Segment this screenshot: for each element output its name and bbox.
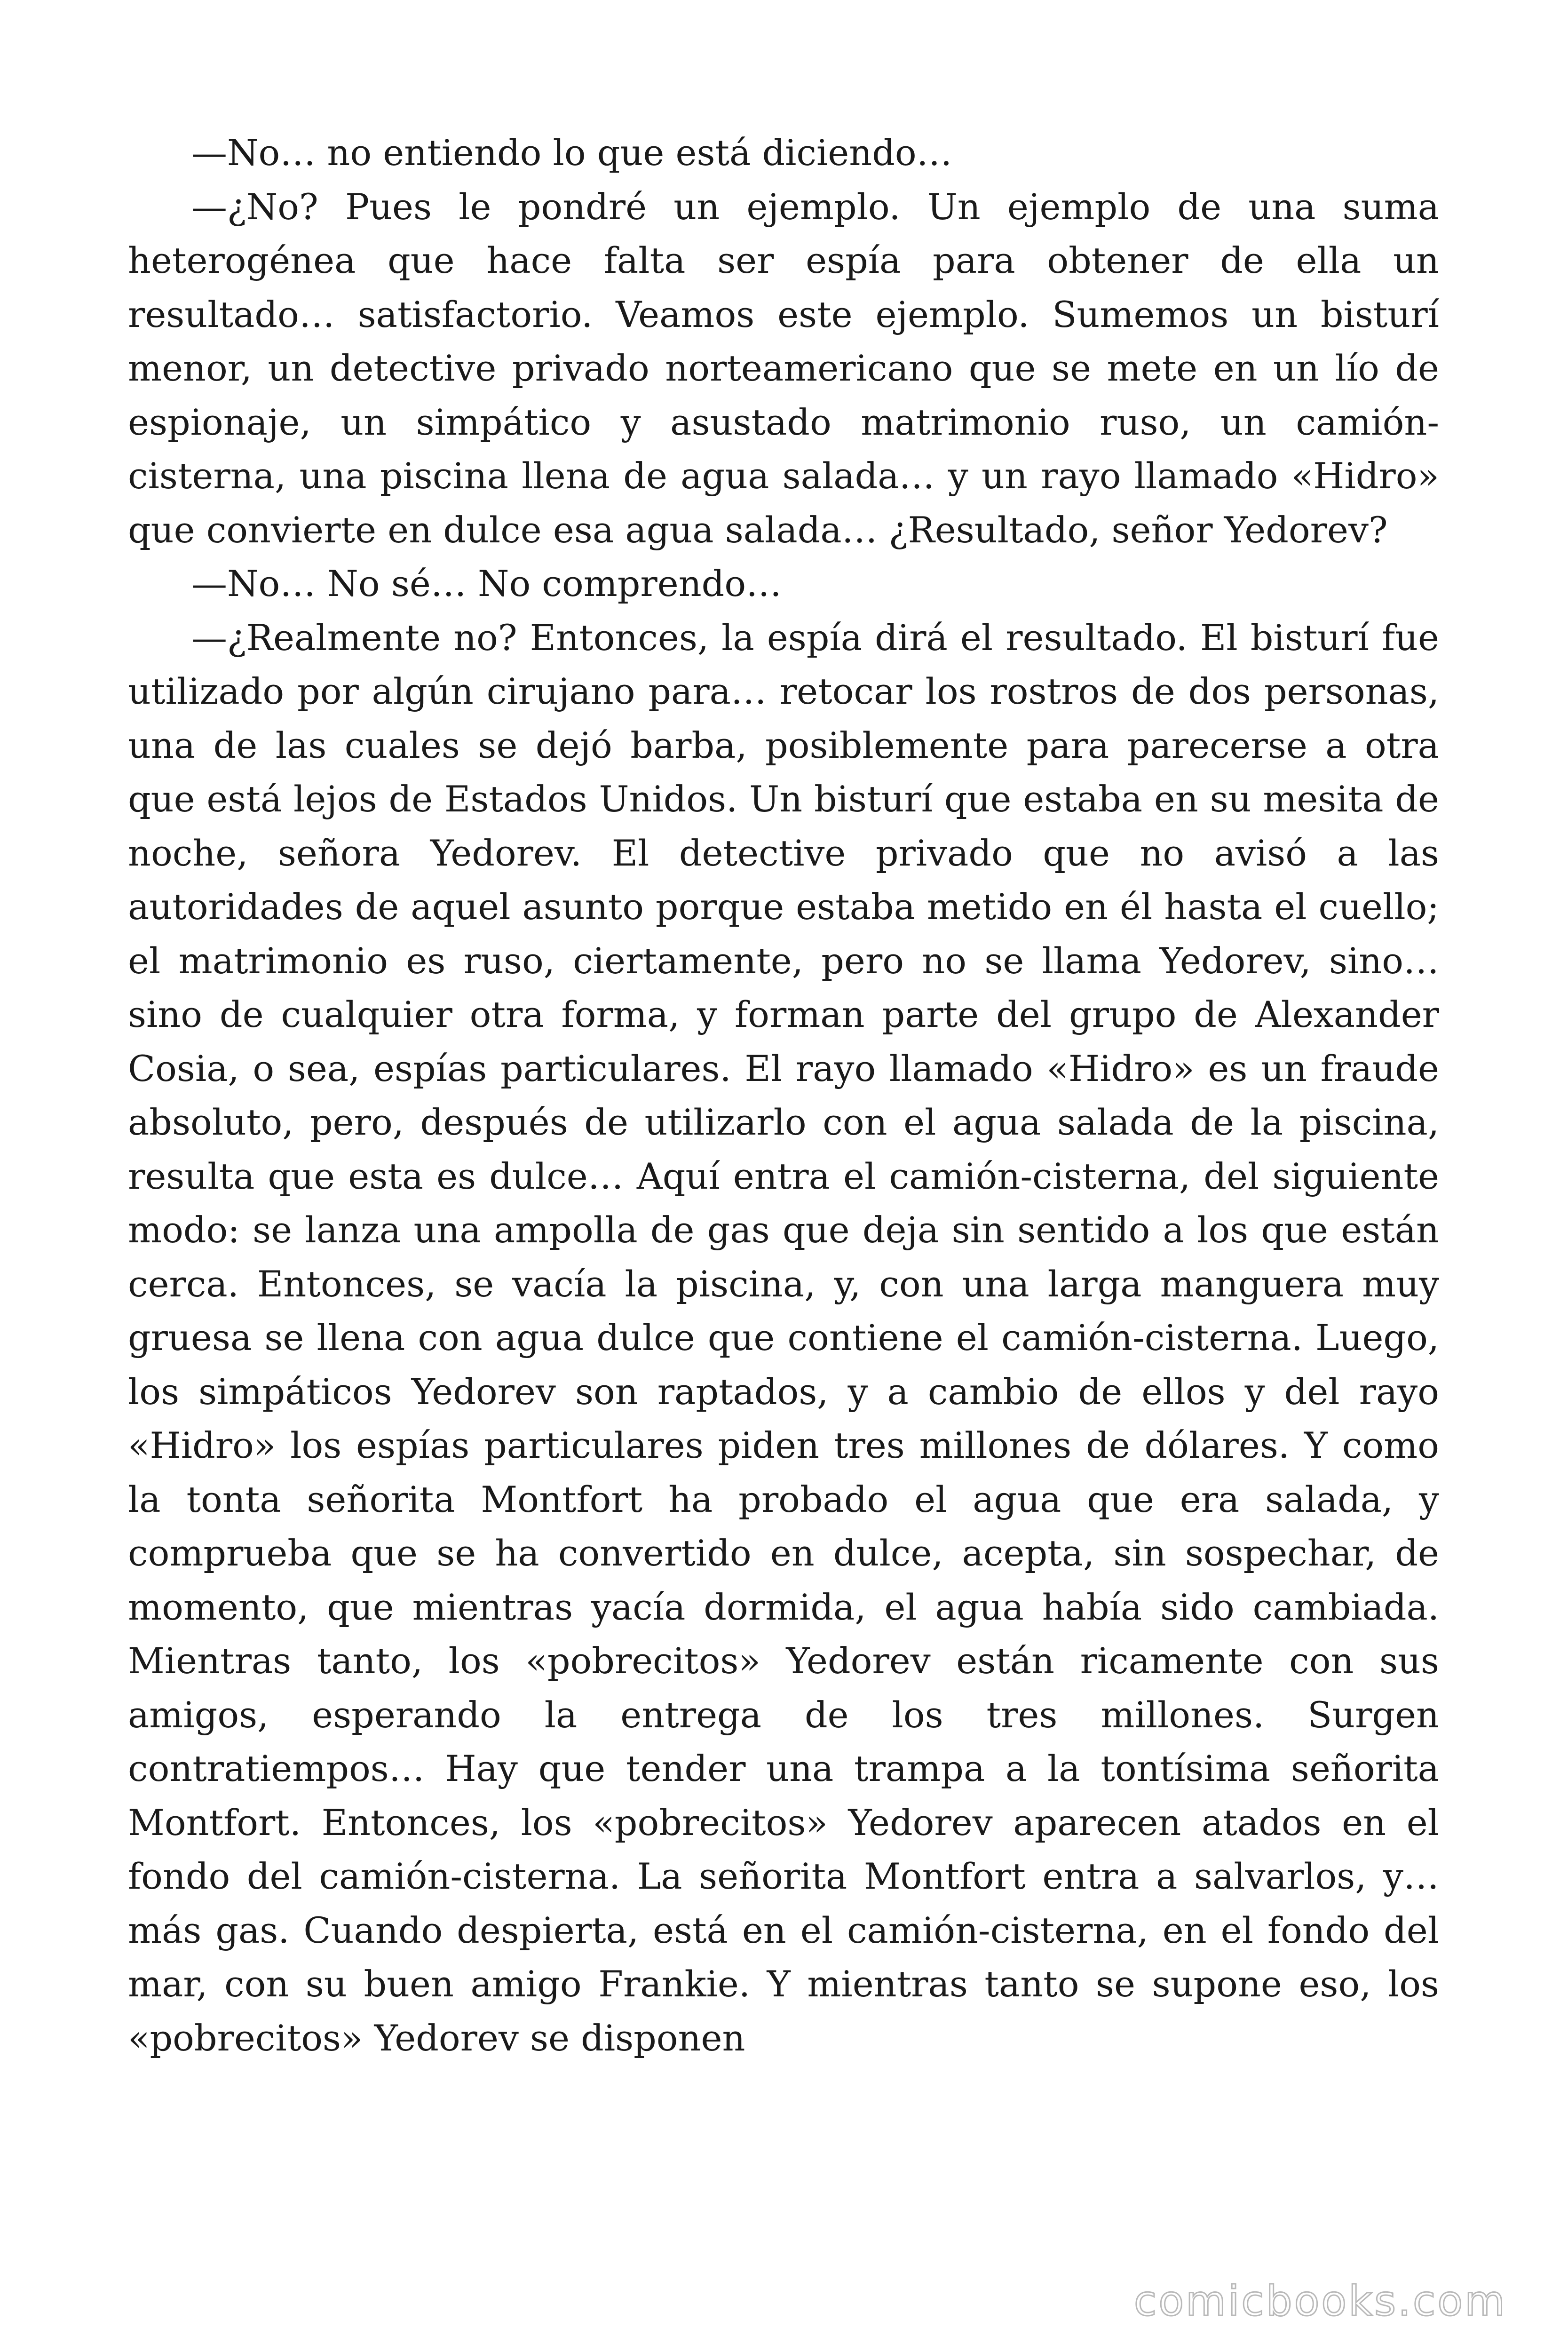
- body-text: [128, 126, 1439, 2065]
- paragraph-1: —No… no entiendo lo que está diciendo…: [191, 132, 952, 174]
- paragraph-2: —¿No? Pues le pondré un ejemplo. Un ejemplo de una suma heterogénea que hace falta ser espía para obtener de ella un resultado… satisfactorio. Veamos este ejemplo. Sumemos un bisturí menor, un detective privado norteamericano que se mete en un lío de espionaje, un simpático y asustado matrimonio ruso, un camión-cisterna, una piscina llena de agua salada… y un rayo llamado «Hidro» que convierte en dulce esa agua salada… ¿Resultado, señor Yedorev?: [128, 185, 1439, 551]
- watermark: comicbooks.com: [1133, 2277, 1507, 2325]
- paragraph-4: —¿Realmente no? Entonces, la espía dirá el resultado. El bisturí fue utilizado por algún cirujano para… retocar los rostros de dos personas, una de las cuales se dejó barba, posiblemente para parecerse a otra que está lejos de Estados Unidos. Un bisturí que estaba en su mesita de noche, señora Yedorev. El detective privado que no avisó a las autoridades de aquel asunto porque estaba metido en él hasta el cuello; el matrimonio es ruso, ciertamente, pero no se llama Yedorev, sino… sino de cualquier otra forma, y forman parte del grupo de Alexander Cosia, o sea, espías particulares. El rayo llamado «Hidro» es un fraude absoluto, pero, después de utilizarlo con el agua salada de la piscina, resulta que esta es dulce… Aquí entra el camión-cisterna, del siguiente modo: se lanza una ampolla de gas que deja sin sentido a los que están cerca. Entonces, se vacía la piscina, y, con una larga manguera muy gruesa se llena con agua dulce que contiene el camión-cisterna. Luego, los simpáticos Yedorev son raptados, y a cambio de ellos y del rayo «Hidro» los espías particulares piden tres millones de dólares. Y como la tonta señorita Montfort ha probado el agua que era salada, y comprueba que se ha convertido en dulce, acepta, sin sospechar, de momento, que mientras yacía dormida, el agua había sido cambiada. Mientras tanto, los «pobrecitos» Yedorev están ricamente con sus amigos, esperando la entrega de los tres millones. Surgen contratiempos… Hay que tender una trampa a la tontísima señorita Montfort. Entonces, los «pobrecitos» Yedorev aparecen atados en el fondo del camión-cisterna. La señorita Montfort entra a salvarlos, y… más gas. Cuando despierta, está en el camión-cisterna, en el fondo del mar, con su buen amigo Frankie. Y mientras tanto se supone eso, los «pobrecitos» Yedorev se disponen: [128, 616, 1439, 2059]
- paragraph-3: —No… No sé… No comprendo…: [191, 563, 782, 604]
